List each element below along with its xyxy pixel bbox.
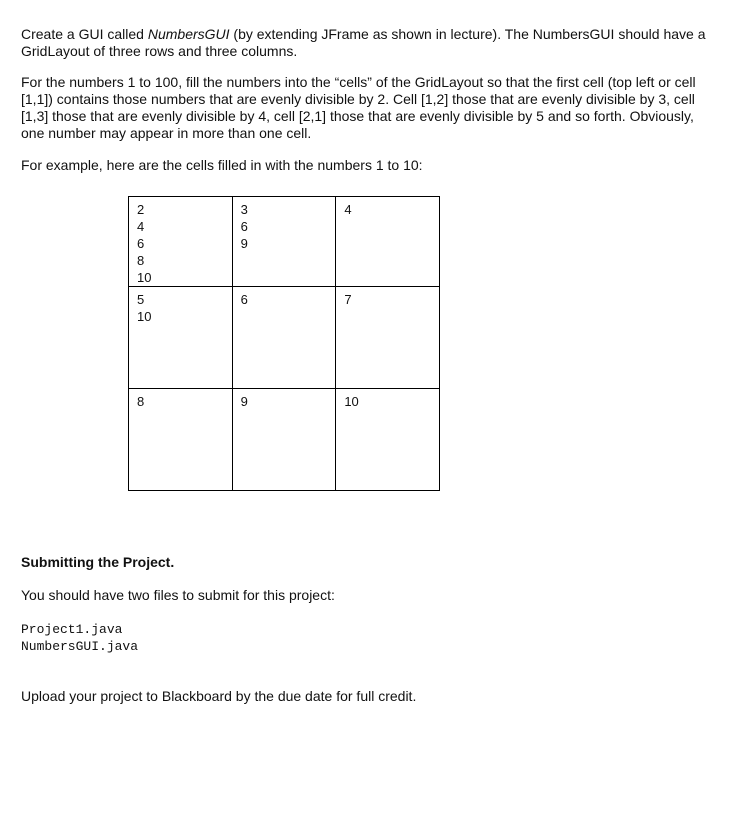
grid-row [129, 287, 440, 389]
file-list [21, 621, 138, 655]
cell-number: 10 [137, 270, 152, 285]
file-name: NumbersGUI.java [21, 639, 139, 654]
cell-number: 4 [344, 202, 352, 217]
grid-cell-3-1 [129, 389, 233, 491]
grid-cell-2-1 [129, 287, 233, 389]
example-intro: For example, here are the cells filled in with the numbers 1 to 10: [21, 157, 423, 173]
instructions-paragraph: For the numbers 1 to 100, fill the numbers into the “cells” of the GridLayout so that the first cell (top left or cell [1,1]) contains those numbers that are evenly divisible by 2. Cell [1,2] those that are evenly divisible by 3, cell [1,3] those that are evenly divisible by 4, cell [2,1] those that are evenly divisible by 5 and so forth. Obviously, one number may appear in more than one cell. [21, 74, 696, 141]
cell-number: 9 [240, 394, 248, 409]
grid-cell-3-2 [232, 389, 336, 491]
cell-number: 8 [137, 394, 145, 409]
document-body [21, 26, 711, 174]
cell-number: 7 [344, 292, 352, 307]
grid-cell-1-1 [129, 197, 233, 287]
grid-cell-2-3 [336, 287, 440, 389]
intro-text-1: Create a GUI called [21, 26, 148, 42]
grid-row [129, 197, 440, 287]
cell-number: 10 [137, 309, 152, 324]
file-name: Project1.java [21, 622, 123, 637]
submitting-heading: Submitting the Project. [21, 554, 175, 570]
cell-number: 10 [344, 394, 359, 409]
cell-number: 2 [137, 202, 145, 217]
intro-paragraph [21, 26, 711, 60]
intro-text-2: (by extending JFrame as shown in lecture). The NumbersGUI should have a GridLayout of three rows and three columns. [21, 26, 706, 59]
cell-number: 3 [240, 202, 248, 217]
grid-cell-2-2 [232, 287, 336, 389]
cell-number: 5 [137, 292, 145, 307]
cell-number: 6 [240, 292, 248, 307]
upload-note: Upload your project to Blackboard by the due date for full credit. [21, 688, 417, 704]
grid-cell-1-3 [336, 197, 440, 287]
grid-cell-1-2 [232, 197, 336, 287]
cell-number: 4 [137, 219, 145, 234]
cell-number: 9 [240, 236, 248, 251]
example-grid [128, 196, 440, 491]
submitting-intro: You should have two files to submit for this project: [21, 587, 335, 603]
grid-row [129, 389, 440, 491]
cell-number: 8 [137, 253, 145, 268]
grid-cell-3-3 [336, 389, 440, 491]
class-name: NumbersGUI [147, 26, 230, 42]
cell-number: 6 [240, 219, 248, 234]
cell-number: 6 [137, 236, 145, 251]
